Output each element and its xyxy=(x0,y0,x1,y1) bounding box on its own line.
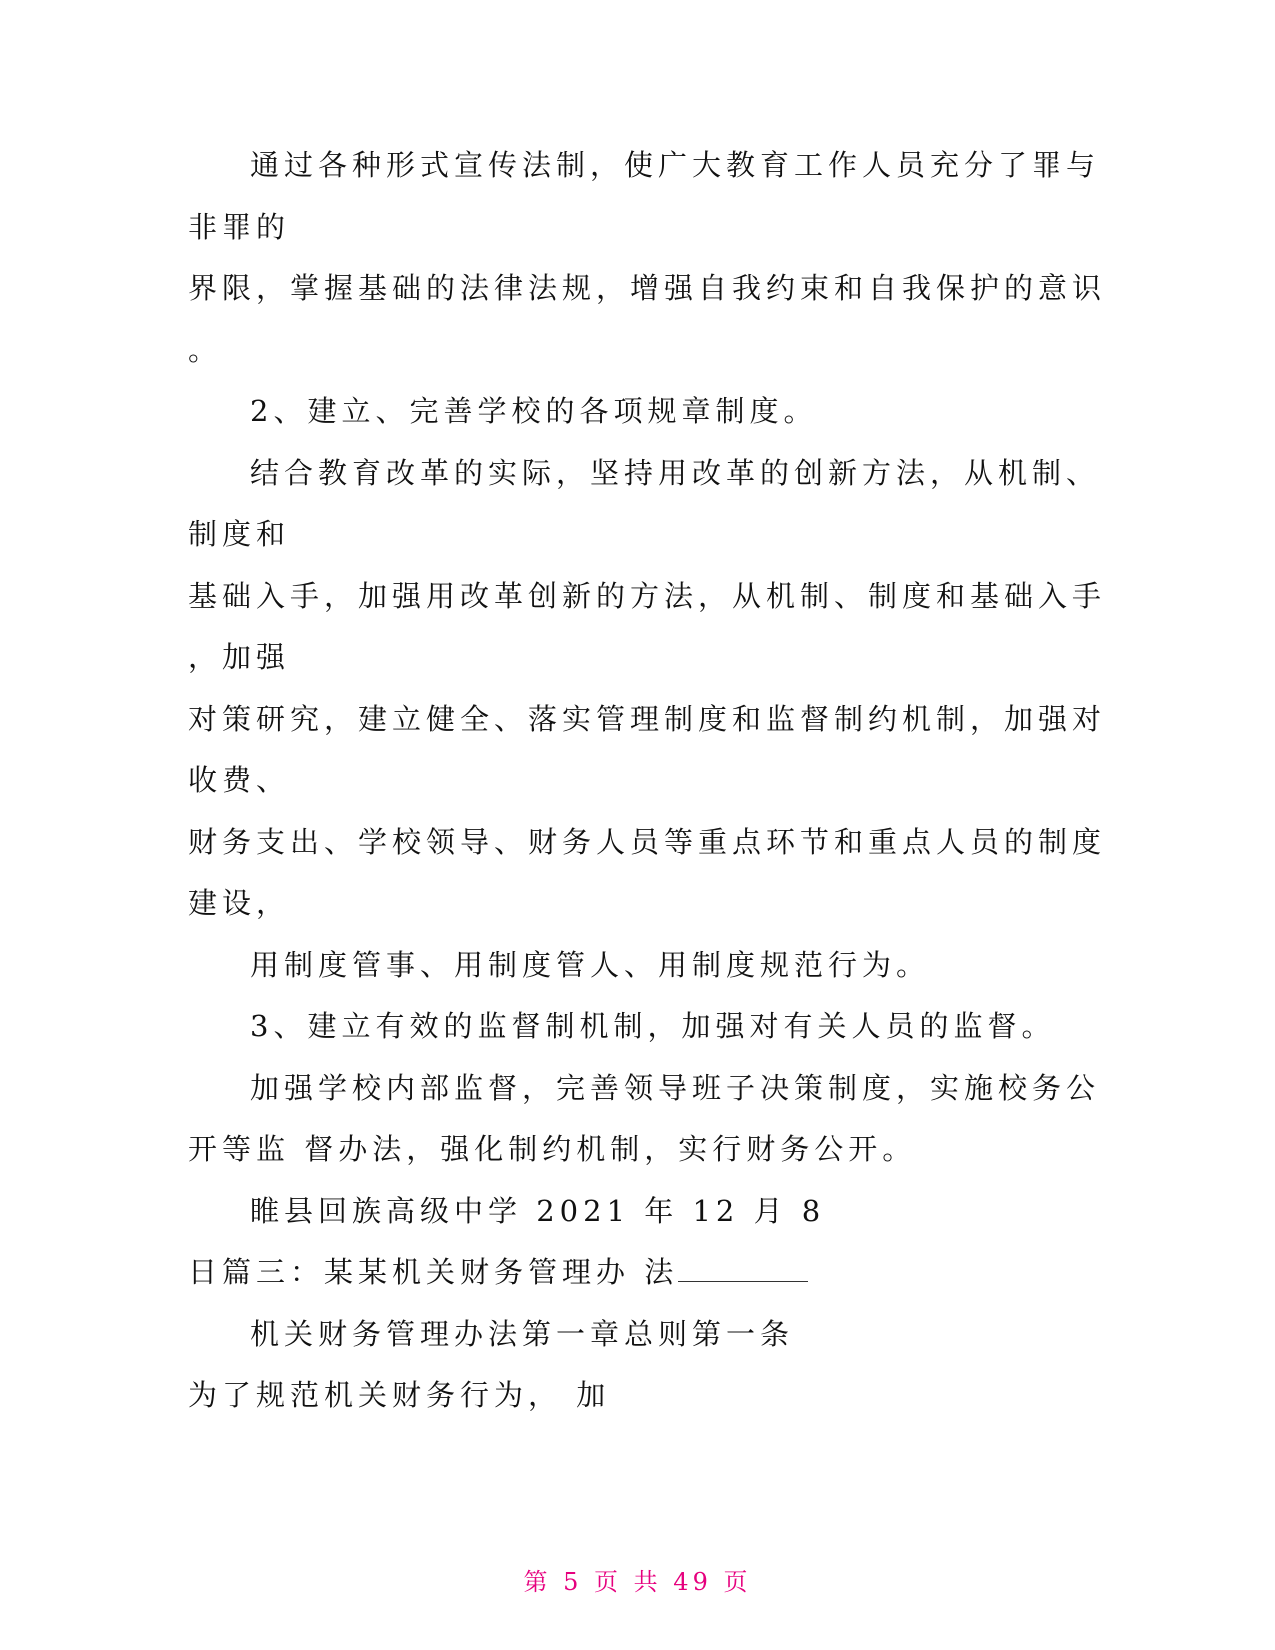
text-line-21: 为了规范机关财务行为， 加 xyxy=(188,1378,611,1412)
text-line-14: 用制度管事、用制度管人、用制度规范行为。 xyxy=(250,948,931,982)
text-line-15: 3、建立有效的监督制机制，加强对有关人员的监督。 xyxy=(250,1009,1056,1043)
text-line-18: 睢县回族高级中学 2021 年 12 月 8 xyxy=(250,1194,826,1228)
text-line-17: 开等监 督办法，强化制约机制，实行财务公开。 xyxy=(188,1132,917,1166)
text-line-10: 对策研究，建立健全、落实管理制度和监督制约机制，加强对 xyxy=(188,702,1107,736)
text-line-16: 加强学校内部监督，完善领导班子决策制度，实施校务公 xyxy=(250,1071,1101,1105)
text-line-6: 结合教育改革的实际，坚持用改革的创新方法，从机制、 xyxy=(250,456,1101,490)
text-line-1: 通过各种形式宣传法制，使广大教育工作人员充分了罪与 xyxy=(250,148,1101,182)
text-line-4: 。 xyxy=(188,333,223,367)
text-line-5: 2、建立、完善学校的各项规章制度。 xyxy=(250,394,818,428)
text-line-2: 非罪的 xyxy=(188,210,291,244)
text-line-13: 建设， xyxy=(188,886,291,920)
text-line-8: 基础入手，加强用改革创新的方法，从机制、制度和基础入手 xyxy=(188,579,1107,613)
text-line-9: ，加强 xyxy=(188,640,291,674)
text-line-19 xyxy=(188,1252,1088,1292)
text-line-7: 制度和 xyxy=(188,517,291,551)
text-line-20: 机关财务管理办法第一章总则第一条 xyxy=(250,1317,795,1351)
text-line-19-text: 日篇三：某某机关财务管理办 法 xyxy=(188,1255,679,1289)
text-line-12: 财务支出、学校领导、财务人员等重点环节和重点人员的制度 xyxy=(188,825,1107,859)
text-line-11: 收费、 xyxy=(188,763,291,797)
text-line-3: 界限，掌握基础的法律法规，增强自我约束和自我保护的意识 xyxy=(188,271,1107,305)
blank-underline xyxy=(678,1253,808,1282)
page-number-footer: 第 5 页 共 49 页 xyxy=(523,1568,752,1596)
